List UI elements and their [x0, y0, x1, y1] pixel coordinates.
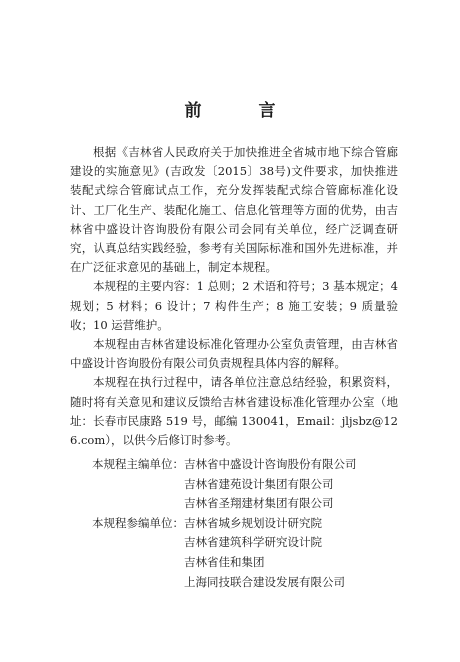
participating-editor-unit: 吉林省城乡规划设计研究院 [184, 515, 322, 530]
chief-editor-label: 本规程主编单位： [92, 457, 184, 471]
paragraph-contents: 本规程的主要内容：1 总则；2 术语和符号；3 基本规定；4 规划；5 材料；6 设计；7 构件生产；8 施工安装；9 质量验收；10 运营维护。 [70, 279, 398, 332]
chief-unit-row [92, 475, 412, 495]
paragraph-management: 本规程由吉林省建设标准化管理办公室负责管理，由吉林省中盛设计咨询股份有限公司负责规程具体内容的解释。 [70, 337, 398, 371]
chief-editor-unit: 吉林省圣翔建材集团有限公司 [184, 496, 334, 511]
paragraph-feedback: 本规程在执行过程中，请各单位注意总结经验，积累资料，随时将有关意见和建议反馈给吉林省建设标准化管理办公室（地址：长春市民康路 519 号，邮编 130041，Email：jljsbz@126.com），以供今后修订时参考。 [70, 375, 398, 448]
chief-unit-row [92, 455, 412, 475]
participating-unit-row [92, 573, 412, 593]
editing-units [92, 455, 412, 592]
chief-editor-unit: 吉林省中盛设计咨询股份有限公司 [184, 457, 357, 471]
participating-editor-label: 本规程参编单位： [92, 515, 184, 530]
participating-unit-row [92, 533, 412, 553]
preface-body [70, 143, 398, 450]
paragraph-background: 根据《吉林省人民政府关于加快推进全省城市地下综合管廊建设的实施意见》(吉政发〔2015〕38号)文件要求，加快推进装配式综合管廊试点工作，充分发挥装配式综合管廊标准化设计、工厂化生产、装配化施工、信息化管理等方面的优势，由吉林省中盛设计咨询股份有限公司会同有关单位，经广泛调查研究，认真总结实践经验，参考有关国际标准和国外先进标准，并在广泛征求意见的基础上，制定本规程。 [70, 145, 398, 275]
chief-editor-unit: 吉林省建苑设计集团有限公司 [184, 476, 334, 491]
chief-unit-row [92, 494, 412, 514]
participating-unit-row [92, 553, 412, 573]
participating-editor-unit: 上海同技联合建设发展有限公司 [184, 574, 345, 589]
participating-editor-unit: 吉林省佳和集团 [184, 554, 265, 569]
participating-editor-unit: 吉林省建筑科学研究设计院 [184, 535, 322, 550]
participating-unit-row [92, 514, 412, 534]
page-title: 前 言 [184, 101, 296, 121]
